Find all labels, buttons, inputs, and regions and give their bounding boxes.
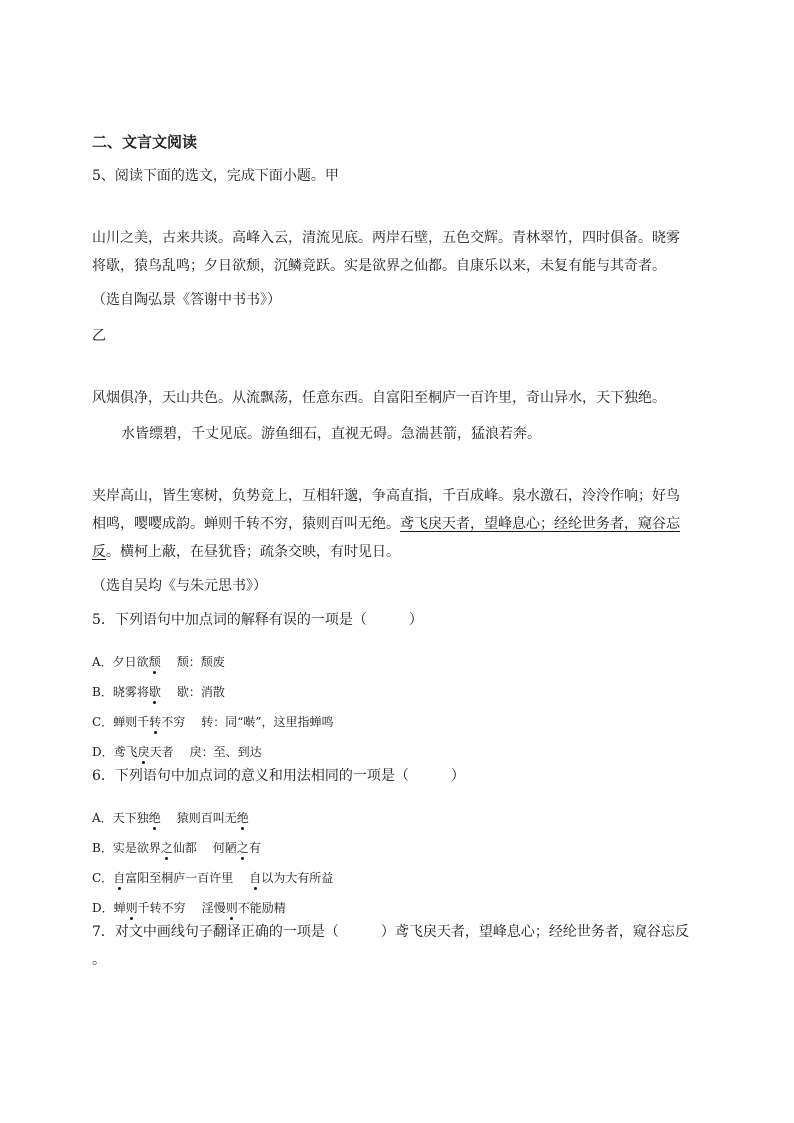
q6-option-b[interactable]: B．实是欲界之仙都 何陋之有 <box>92 841 261 855</box>
gloss: 戾：至、到达 <box>189 745 262 759</box>
dotted-word: 绝 <box>148 811 161 825</box>
passage-yi-label: 乙 <box>92 328 106 344</box>
q5-option-b[interactable]: B．晓雾将歇 歇：消散 <box>92 685 225 699</box>
question-6-stem: 6．下列语句中加点词的意义和用法相同的一项是（ ） <box>92 768 465 784</box>
underlined-sentence-end: 反 <box>92 544 106 560</box>
gloss: 颓：颓废 <box>176 655 225 669</box>
q5-option-a[interactable]: A．夕日欲颓 颓：颓废 <box>92 655 225 669</box>
passage-yi-source: （选自吴均《与朱元思书》） <box>92 578 267 594</box>
dotted-word: 转 <box>149 715 162 729</box>
passage-yi-line-4-plain: 相鸣，嘤嘤成韵。蝉则千转不穷，猿则百叫无绝。 <box>92 516 400 532</box>
question-7-stem: 7．对文中画线句子翻译正确的一项是（ ）鸢飞戾天者，望峰息心；经纶世务者，窥谷忘反 <box>92 924 689 940</box>
q5-option-c[interactable]: C．蝉则千转不穷 转：同“啭”，这里指蝉鸣 <box>92 715 334 729</box>
dotted-word: 之 <box>236 841 249 855</box>
dotted-word: 则 <box>125 901 138 915</box>
dotted-word: 则 <box>225 901 238 915</box>
passage-yi-line-3: 夹岸高山，皆生寒树，负势竞上，互相轩邈，争高直指，千百成峰。泉水激石，泠泠作响；好鸟 <box>92 488 680 504</box>
dotted-word: 自 <box>249 871 262 885</box>
question-7-tail: 。 <box>92 952 106 968</box>
passage-yi-line-1: 风烟俱净，天山共色。从流飘荡，任意东西。自富阳至桐庐一百许里，奇山异水，天下独绝。 <box>92 390 666 406</box>
q5-option-d[interactable]: D．鸢飞戾天者 戾：至、到达 <box>92 745 262 759</box>
gloss: 转：同“啭”，这里指蝉鸣 <box>201 715 334 729</box>
q6-option-a[interactable]: A．天下独绝 猿则百叫无绝 <box>92 811 249 825</box>
passage-jia-source: （选自陶弘景《答谢中书书》） <box>92 292 281 308</box>
passage-yi-line-2: 水皆缥碧，千丈见底。游鱼细石，直视无碍。急湍甚箭，猛浪若奔。 <box>121 426 541 442</box>
question-5-stem: 5．下列语句中加点词的解释有误的一项是（ ） <box>92 612 423 628</box>
question-5-intro: 5、阅读下面的选文，完成下面小题。甲 <box>92 168 339 184</box>
q6-option-d[interactable]: D．蝉则千转不穷 淫慢则不能励精 <box>92 901 286 915</box>
passage-yi-line-5 <box>92 542 400 562</box>
dotted-word: 歇 <box>148 685 161 699</box>
q6-option-c[interactable]: C．自富阳至桐庐一百许里 自以为大有所益 <box>92 871 334 885</box>
underlined-sentence: 鸢飞戾天者，望峰息心；经纶世务者，窥谷忘 <box>400 516 680 532</box>
passage-jia-line-2: 将歇，猿鸟乱鸣；夕日欲颓，沉鳞竞跃。实是欲界之仙都。自康乐以来，未复有能与其奇者。 <box>92 258 666 274</box>
dotted-word: 颓 <box>148 655 161 669</box>
dotted-word: 绝 <box>236 811 249 825</box>
gloss: 歇：消散 <box>176 685 225 699</box>
dotted-word: 自 <box>113 871 126 885</box>
dotted-word: 之 <box>160 841 173 855</box>
passage-yi-line-4 <box>92 514 680 534</box>
passage-yi-line-5-plain: 。横柯上蔽，在昼犹昏；疏条交映，有时见日。 <box>106 544 400 560</box>
passage-jia-line-1: 山川之美，古来共谈。高峰入云，清流见底。两岸石壁，五色交辉。青林翠竹，四时俱备。晓雾 <box>92 230 680 246</box>
section-title: 二、文言文阅读 <box>92 133 198 151</box>
dotted-word: 戾 <box>137 745 150 759</box>
